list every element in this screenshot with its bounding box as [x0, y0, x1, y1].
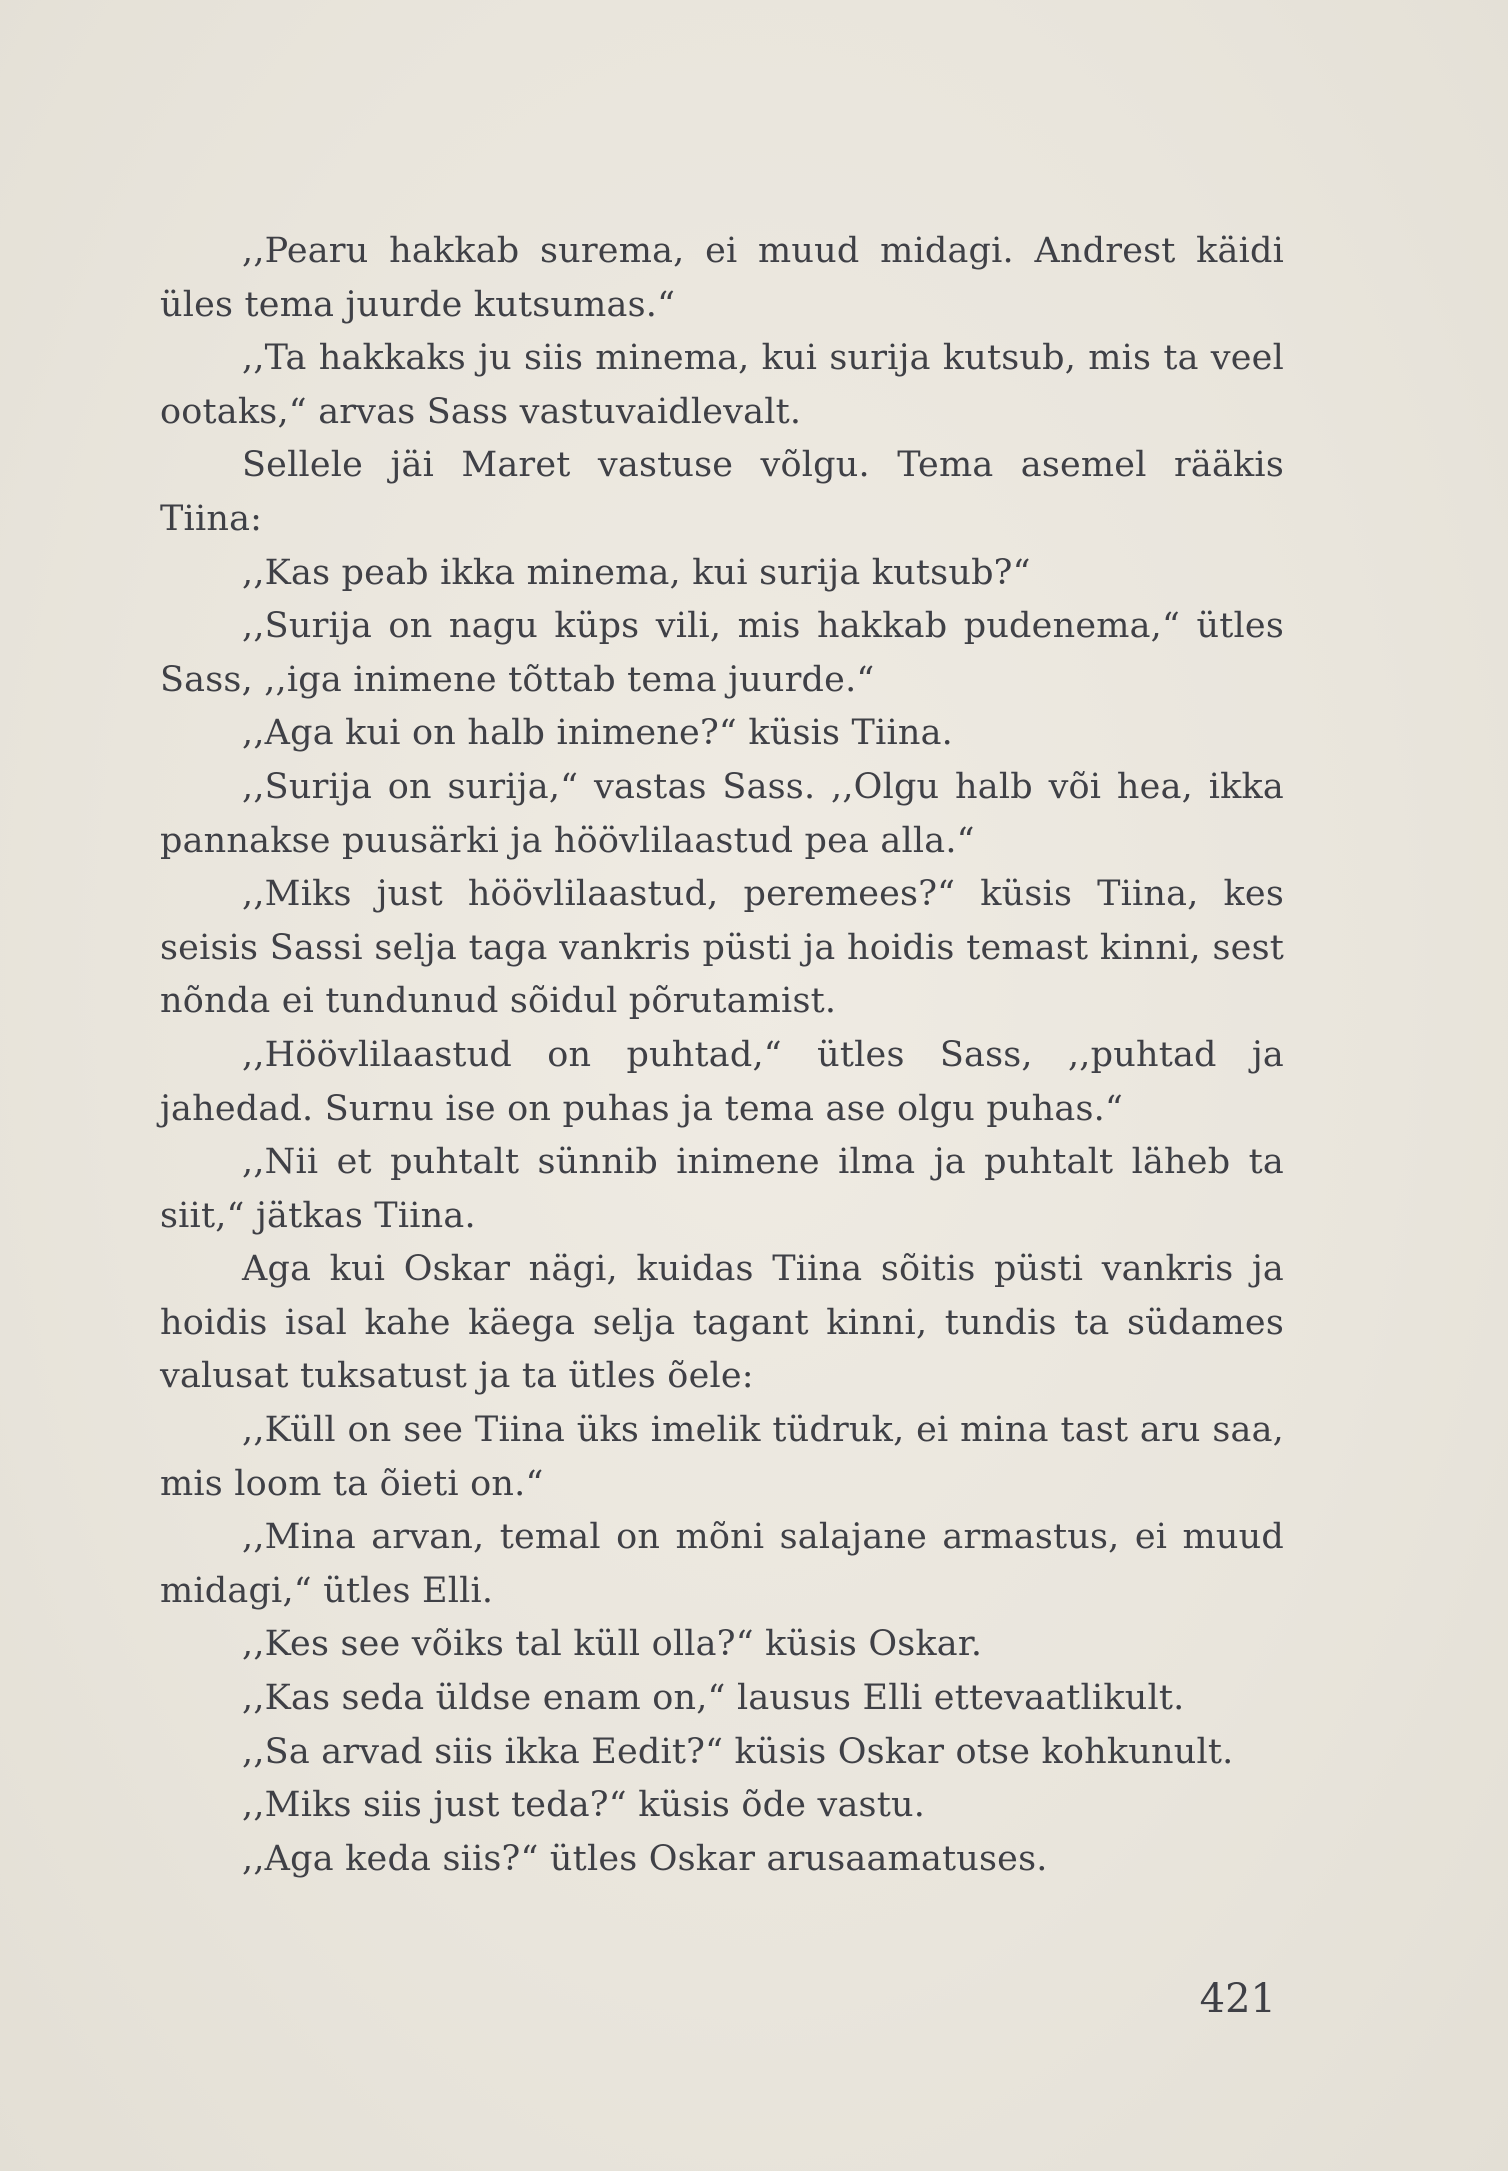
paragraph: ,,Kas peab ikka minema, kui surija kutsub?“ [242, 552, 1031, 593]
paragraph: ,,Nii et puhtalt sünnib inimene ilma ja puhtalt läheb ta siit,“ jätkas Tiina. [160, 1142, 1284, 1236]
paragraph: Sellele jäi Maret vastuse võlgu. Tema asemel rääkis Tiina: [160, 445, 1284, 539]
paragraph: ,,Surija on surija,“ vastas Sass. ,,Olgu halb või hea, ikka pannakse puusärki ja höövlilaastud pea alla.“ [160, 766, 1284, 861]
paragraph: ,,Miks siis just teda?“ küsis õde vastu. [242, 1785, 926, 1826]
paragraph: ,,Aga keda siis?“ ütles Oskar arusaamatuses. [242, 1838, 1048, 1879]
paragraph: ,,Kas seda üldse enam on,“ lausus Elli ettevaatlikult. [242, 1678, 1185, 1719]
paragraph: Aga kui Oskar nägi, kuidas Tiina sõitis püsti vankris ja hoidis isal kahe käega selja tagant kinni, tundis ta südames valusat tuksatust ja ta ütles õele: [160, 1249, 1284, 1397]
paragraph: ,,Surija on nagu küps vili, mis hakkab pudenema,“ ütles Sass, ,,iga inimene tõttab tema juurde.“ [160, 606, 1284, 700]
paragraph: ,,Pearu hakkab surema, ei muud midagi. Andrest käidi üles tema juurde kutsumas.“ [160, 231, 1284, 325]
paragraph: ,,Aga kui on halb inimene?“ küsis Tiina. [242, 713, 953, 754]
paragraph: ,,Sa arvad siis ikka Eedit?“ küsis Oskar otse kohkunult. [242, 1731, 1234, 1772]
page-number: 421 [1199, 1976, 1276, 2022]
paragraph: ,,Miks just höövlilaastud, peremees?“ küsis Tiina, kes seisis Sassi selja taga vankris püsti ja hoidis temast kinni, sest nõnda ei tundunud sõidul põrutamist. [160, 874, 1284, 1022]
paragraph: ,,Ta hakkaks ju siis minema, kui surija kutsub, mis ta veel ootaks,“ arvas Sass vastuvaidlevalt. [160, 338, 1284, 432]
paragraph: ,,Mina arvan, temal on mõni salajane armastus, ei muud midagi,“ ütles Elli. [160, 1517, 1284, 1611]
paragraph: ,,Höövlilaastud on puhtad,“ ütles Sass, ,,puhtad ja jahedad. Surnu ise on puhas ja tema ase olgu puhas.“ [160, 1034, 1284, 1129]
paragraph: ,,Küll on see Tiina üks imelik tüdruk, ei mina tast aru saa, mis loom ta õieti on.“ [160, 1410, 1284, 1504]
body-text [160, 225, 1284, 1886]
paragraph: ,,Kes see võiks tal küll olla?“ küsis Oskar. [242, 1624, 983, 1665]
